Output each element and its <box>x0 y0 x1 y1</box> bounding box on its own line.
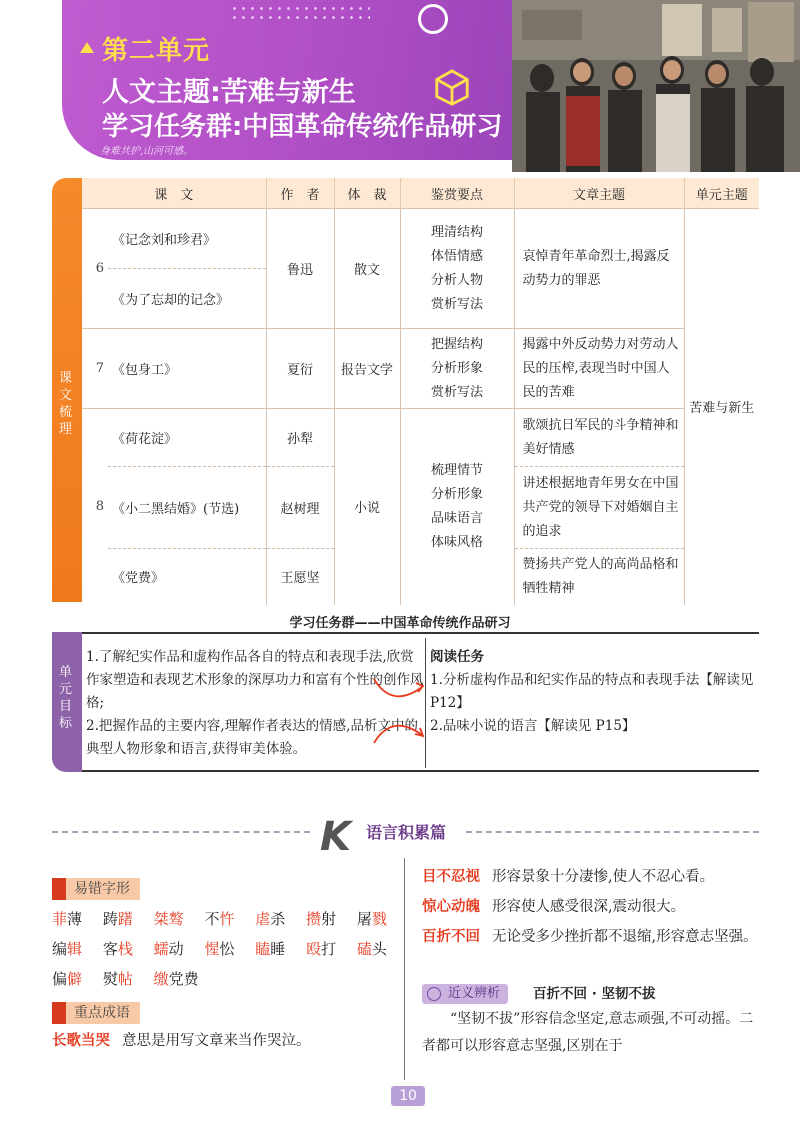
divider <box>82 770 759 772</box>
typo-word: 偏僻 <box>52 970 83 988</box>
idiom-word: 长歌当哭 <box>52 1033 110 1049</box>
lesson-title: 《党费》 <box>108 549 266 605</box>
typo-word: 虐杀 <box>255 910 286 928</box>
lesson-author: 鲁迅 <box>266 209 334 329</box>
typo-row <box>52 904 403 934</box>
typo-word: 瞌睡 <box>255 940 286 958</box>
typo-word: 缴党费 <box>153 970 199 988</box>
lesson-number: 6 <box>82 209 108 329</box>
table-row <box>82 409 759 467</box>
typo-row <box>52 934 403 964</box>
article-theme: 讲述根据地青年男女在中国共产党的领导下对婚姻自主的追求 <box>514 467 684 549</box>
idiom-word: 百折不回 <box>422 929 480 945</box>
idiom-tag: 重点成语 <box>52 1002 140 1024</box>
typo-word: 磕头 <box>356 940 387 958</box>
decorative-dots <box>230 4 370 22</box>
typo-word: 屠戮 <box>356 910 387 928</box>
curved-arrow-icon <box>370 713 430 753</box>
goal-item: 2.把握作品的主要内容,理解作者表达的情感,品析文中的典型人物形象和语言,获得审美体验。 <box>86 718 418 757</box>
section-header <box>52 814 759 860</box>
idiom-item <box>422 862 762 892</box>
cube-icon <box>433 68 471 106</box>
k-logo-icon: K <box>320 814 351 860</box>
header-unit-theme: 单元主题 <box>684 178 759 209</box>
table-row <box>82 209 759 269</box>
unit-title: 第二单元 <box>102 36 211 66</box>
synonym-title: 百折不回 · 坚韧不拔 <box>533 986 656 1002</box>
typo-word: 踌躇 <box>102 910 133 928</box>
reading-tasks-heading: 阅读任务 <box>430 649 484 665</box>
goal-side-label: 单元目标 <box>59 665 73 731</box>
column-divider <box>404 858 405 1080</box>
table-row <box>82 329 759 409</box>
article-theme: 哀悼青年革命烈士,揭露反动势力的罪恶 <box>514 209 684 329</box>
page-number: 10 <box>391 1086 425 1106</box>
section-label: 语言积累篇 <box>366 823 447 842</box>
curved-arrow-icon <box>370 673 430 713</box>
typo-word: 熨帖 <box>102 970 133 988</box>
typo-word: 蠕动 <box>153 940 184 958</box>
typo-word: 桀骜 <box>153 910 184 928</box>
idiom-desc: 形容景象十分凄惨,使人不忍心看。 <box>492 869 715 885</box>
typo-word: 惺忪 <box>204 940 235 958</box>
header-points: 鉴赏要点 <box>400 178 514 209</box>
lesson-genre: 散文 <box>334 209 400 329</box>
idiom-word: 目不忍视 <box>422 869 480 885</box>
lesson-number: 7 <box>82 329 108 409</box>
typo-word: 殴打 <box>306 940 337 958</box>
synonym-text: “坚韧不拔”形容信念坚定,意志顽强,不可动摇。二者都可以形容意志坚强,区别在于 <box>422 1011 754 1054</box>
idiom-item <box>422 892 762 922</box>
dashed-divider <box>52 831 310 833</box>
lesson-genre: 小说 <box>334 409 400 605</box>
typo-word: 不忤 <box>204 910 235 928</box>
triangle-icon <box>80 42 94 53</box>
task-group-title: 学习任务群:中国革命传统作品研习 <box>102 112 503 142</box>
article-theme: 赞扬共产党人的高尚品格和牺牲精神 <box>514 549 684 605</box>
humanities-theme: 人文主题:苦难与新生 <box>102 77 356 108</box>
lesson-genre: 报告文学 <box>334 329 400 409</box>
typo-word: 编辑 <box>52 940 83 958</box>
header-lesson: 课 文 <box>82 178 266 209</box>
synonym-tag: 近义辨析 <box>422 984 508 1004</box>
idiom-desc: 意思是用写文章来当作哭泣。 <box>122 1033 311 1049</box>
lesson-overview-table <box>52 178 759 602</box>
reading-task-item: 2.品味小说的语言【解读见 P15】 <box>430 718 636 734</box>
typo-word: 菲薄 <box>52 910 83 928</box>
idiom-desc: 形容使人感受很深,震动很大。 <box>492 899 686 915</box>
lesson-number: 8 <box>82 409 108 605</box>
header-article-theme: 文章主题 <box>514 178 684 209</box>
reading-tasks <box>430 646 755 738</box>
lesson-title: 《包身工》 <box>108 329 266 409</box>
side-tab-label: 课文梳理 <box>59 371 73 437</box>
typo-grid <box>52 904 403 994</box>
lesson-author: 夏衍 <box>266 329 334 409</box>
lesson-author: 王愿坚 <box>266 549 334 605</box>
idiom-desc: 无论受多少挫折都不退缩,形容意志坚强。 <box>492 929 758 945</box>
idiom-item <box>422 922 762 952</box>
dashed-divider <box>466 831 759 833</box>
appreciation-points: 梳理情节 分析形象 品味语言 体味风格 <box>400 409 514 605</box>
idiom-item <box>52 1026 311 1056</box>
lesson-author: 赵树理 <box>266 467 334 549</box>
unit-theme-cell: 苦难与新生 <box>684 209 759 605</box>
header-genre: 体 裁 <box>334 178 400 209</box>
table-header-row <box>82 178 759 209</box>
ring-decoration-icon <box>418 4 448 34</box>
goal-item: 1.了解纪实作品和虚构作品各自的特点和表现手法,欣赏作家塑造和表现艺术形象的深厚功力和富有个性的创作风格; <box>86 649 424 711</box>
handwritten-signature: 身难共护,山河可感。 <box>100 146 194 157</box>
lesson-title: 《记念刘和珍君》 <box>108 209 266 269</box>
idiom-word: 惊心动魄 <box>422 899 480 915</box>
divider <box>82 632 759 634</box>
appreciation-points: 理清结构 体悟情感 分析人物 赏析写法 <box>400 209 514 329</box>
appreciation-points: 把握结构 分析形象 赏析写法 <box>400 329 514 409</box>
header-author: 作 者 <box>266 178 334 209</box>
typo-word: 客栈 <box>102 940 133 958</box>
historical-photo <box>512 0 800 172</box>
task-group-heading: 学习任务群——中国革命传统作品研习 <box>289 616 511 631</box>
lesson-title: 《为了忘却的记念》 <box>108 269 266 329</box>
typo-row <box>52 964 403 994</box>
lesson-title: 《荷花淀》 <box>108 409 266 467</box>
article-theme: 揭露中外反动势力对劳动人民的压榨,表现当时中国人民的苦难 <box>514 329 684 409</box>
lesson-author: 孙犁 <box>266 409 334 467</box>
reading-task-item: 1.分析虚构作品和纪实作品的特点和表现手法【解读见 P12】 <box>430 672 754 711</box>
typo-word: 攒射 <box>306 910 337 928</box>
article-theme: 歌颂抗日军民的斗争精神和美好情感 <box>514 409 684 467</box>
typo-tag: 易错字形 <box>52 878 140 900</box>
lesson-title: 《小二黑结婚》(节选) <box>108 467 266 549</box>
